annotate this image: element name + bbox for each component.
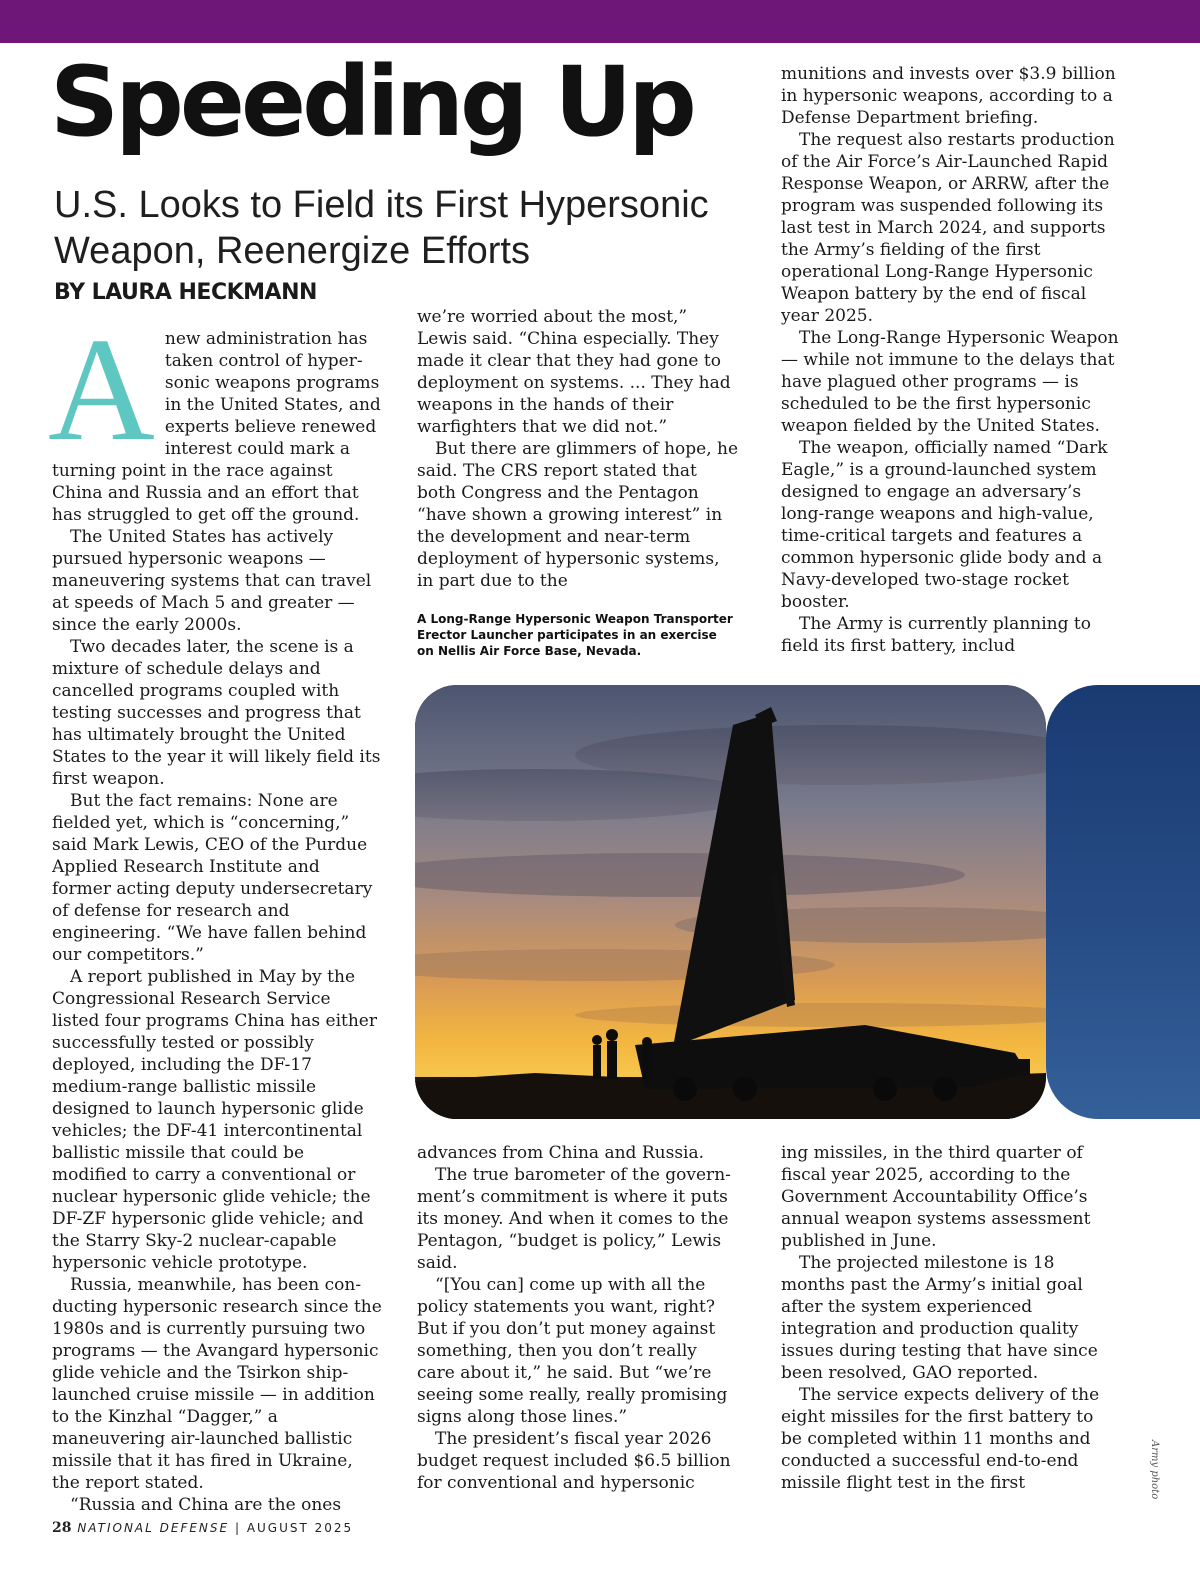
paragraph: But the fact remains: None are fielded yet, which is “concerning,” said Mark Lewis, CEO of the Purdue Applied Research Institute and former acting deputy undersecretary of defense for research and engineering. “We have fallen behind our competitors.” (52, 791, 373, 965)
page-number: 28 (52, 1520, 72, 1536)
paragraph (48, 308, 382, 526)
issue-date: AUGUST 2025 (246, 1521, 354, 1535)
paragraph: The request also restarts production of the Air Force’s Air-Launched Rapid Response Weapon, or ARRW, after the program was suspended following its last test in March 2024, and supports the Army’s fielding of the first operational Long-Range Hypersonic Weapon battery by the end of fiscal year 2025. (781, 130, 1115, 326)
paragraph: The Long-Range Hypersonic Weapon — while not immune to the delays that have plagued other programs — is scheduled to be the first hypersonic weapon fielded by the United States. (781, 328, 1119, 436)
paragraph-text: new administration has taken control of hypersonic weapons programs in the United States, and experts believe renewed interest could mark a turning point in the race against China and Russia and an effort that has struggled to get off the ground. (52, 329, 381, 525)
paragraph: The United States has actively pursued hypersonic weapons — maneuvering systems that can travel at speeds of Mach 5 and greater — since the early 2000s. (52, 527, 372, 635)
page-footer (52, 1520, 353, 1536)
paragraph: The Army is currently planning to field its first battery, includ (781, 614, 1091, 656)
paragraph: we’re worried about the most,” Lewis said. “China especially. They made it clear that they had gone to deployment on systems. ... They had weapons in the hands of their warfighters that we did not.” (417, 307, 731, 437)
article-column-2-bottom (417, 1142, 739, 1494)
drop-cap: A (48, 308, 155, 472)
paragraph: advances from China and Russia. (417, 1143, 705, 1163)
paragraph: The true barometer of the government’s commitment is where it puts its money. And when it comes to the Pentagon, “budget is policy,” Lewis said. (417, 1165, 731, 1273)
article-column-1 (48, 308, 382, 1516)
decorative-blue-tab (1046, 685, 1200, 1119)
paragraph: Two decades later, the scene is a mixture of schedule delays and cancelled programs coupled with testing successes and progress that has ultimately brought the United States to the year it will likely field its first weapon. (52, 637, 381, 789)
launcher-photo (415, 685, 1046, 1119)
photo-caption: A Long-Range Hypersonic Weapon Transporter Erector Launcher participates in an exercise on Nellis Air Force Base, Nevada. (417, 612, 733, 658)
top-color-bar (0, 0, 1200, 43)
paragraph: “[You can] come up with all the policy statements you want, right? But if you don’t put money against something, then you don’t really care about it,” he said. But “we’re seeing some really, really promising signs along those lines.” (417, 1275, 728, 1427)
headline: Speeding Up (50, 46, 693, 158)
article-column-2-top (417, 306, 739, 592)
publication-name: NATIONAL DEFENSE (77, 1521, 230, 1535)
photo-credit: Army photo (1149, 1440, 1160, 1500)
article-column-3-top (781, 63, 1119, 657)
subheadline: U.S. Looks to Field its First Hypersonic Weapon, Reenergize Efforts (54, 184, 709, 272)
byline: BY LAURA HECKMANN (54, 280, 317, 305)
paragraph: munitions and invests over $3.9 billion in hypersonic weapons, according to a Defense Department briefing. (781, 64, 1116, 128)
paragraph: But there are glimmers of hope, he said. The CRS report stated that both Congress and the Pentagon “have shown a growing interest” in the development and near-term deployment of hypersonic systems, in part due to the (417, 439, 739, 591)
paragraph: “Russia and China are the ones (70, 1495, 342, 1515)
sunset-launcher-illustration (415, 685, 1046, 1119)
article-column-3-bottom (781, 1142, 1103, 1494)
footer-separator: | (234, 1521, 241, 1535)
paragraph: ing missiles, in the third quarter of fiscal year 2025, according to the Government Accountability Office’s annual weapon systems assessment published in June. (781, 1143, 1091, 1251)
paragraph: A report published in May by the Congressional Research Service listed four programs China has either successfully tested or possibly deployed, including the DF-17 medium-range ballistic missile designed to launch hypersonic glide vehicles; the DF-41 intercontinental ballistic missile that could be modified to carry a conventional or nuclear hypersonic glide vehicle; the DF-ZF hypersonic glide vehicle; and the Starry Sky-2 nuclear-capable hypersonic vehicle prototype. (52, 967, 377, 1273)
paragraph: The weapon, officially named “Dark Eagle,” is a ground-launched system designed to engage an adversary’s long-range weapons and high-value, time-critical targets and features a common hypersonic glide body and a Navy-developed two-stage rocket booster. (781, 438, 1108, 612)
paragraph: Russia, meanwhile, has been conducting hypersonic research since the 1980s and is currently pursuing two programs — the Avangard hypersonic glide vehicle and the Tsirkon ship-launched cruise missile — in addition to the Kinzhal “Dagger,” a maneuvering air-launched ballistic missile that it has fired in Ukraine, the report stated. (52, 1275, 382, 1493)
paragraph: The service expects delivery of the eight missiles for the first battery to be completed within 11 months and conducted a successful end-to-end missile flight test in the first (781, 1385, 1100, 1493)
paragraph: The projected milestone is 18 months past the Army’s initial goal after the system experienced integration and production quality issues during testing that have since been resolved, GAO reported. (781, 1253, 1098, 1383)
paragraph: The president’s fiscal year 2026 budget request included $6.5 billion for conventional and hypersonic (417, 1429, 731, 1493)
